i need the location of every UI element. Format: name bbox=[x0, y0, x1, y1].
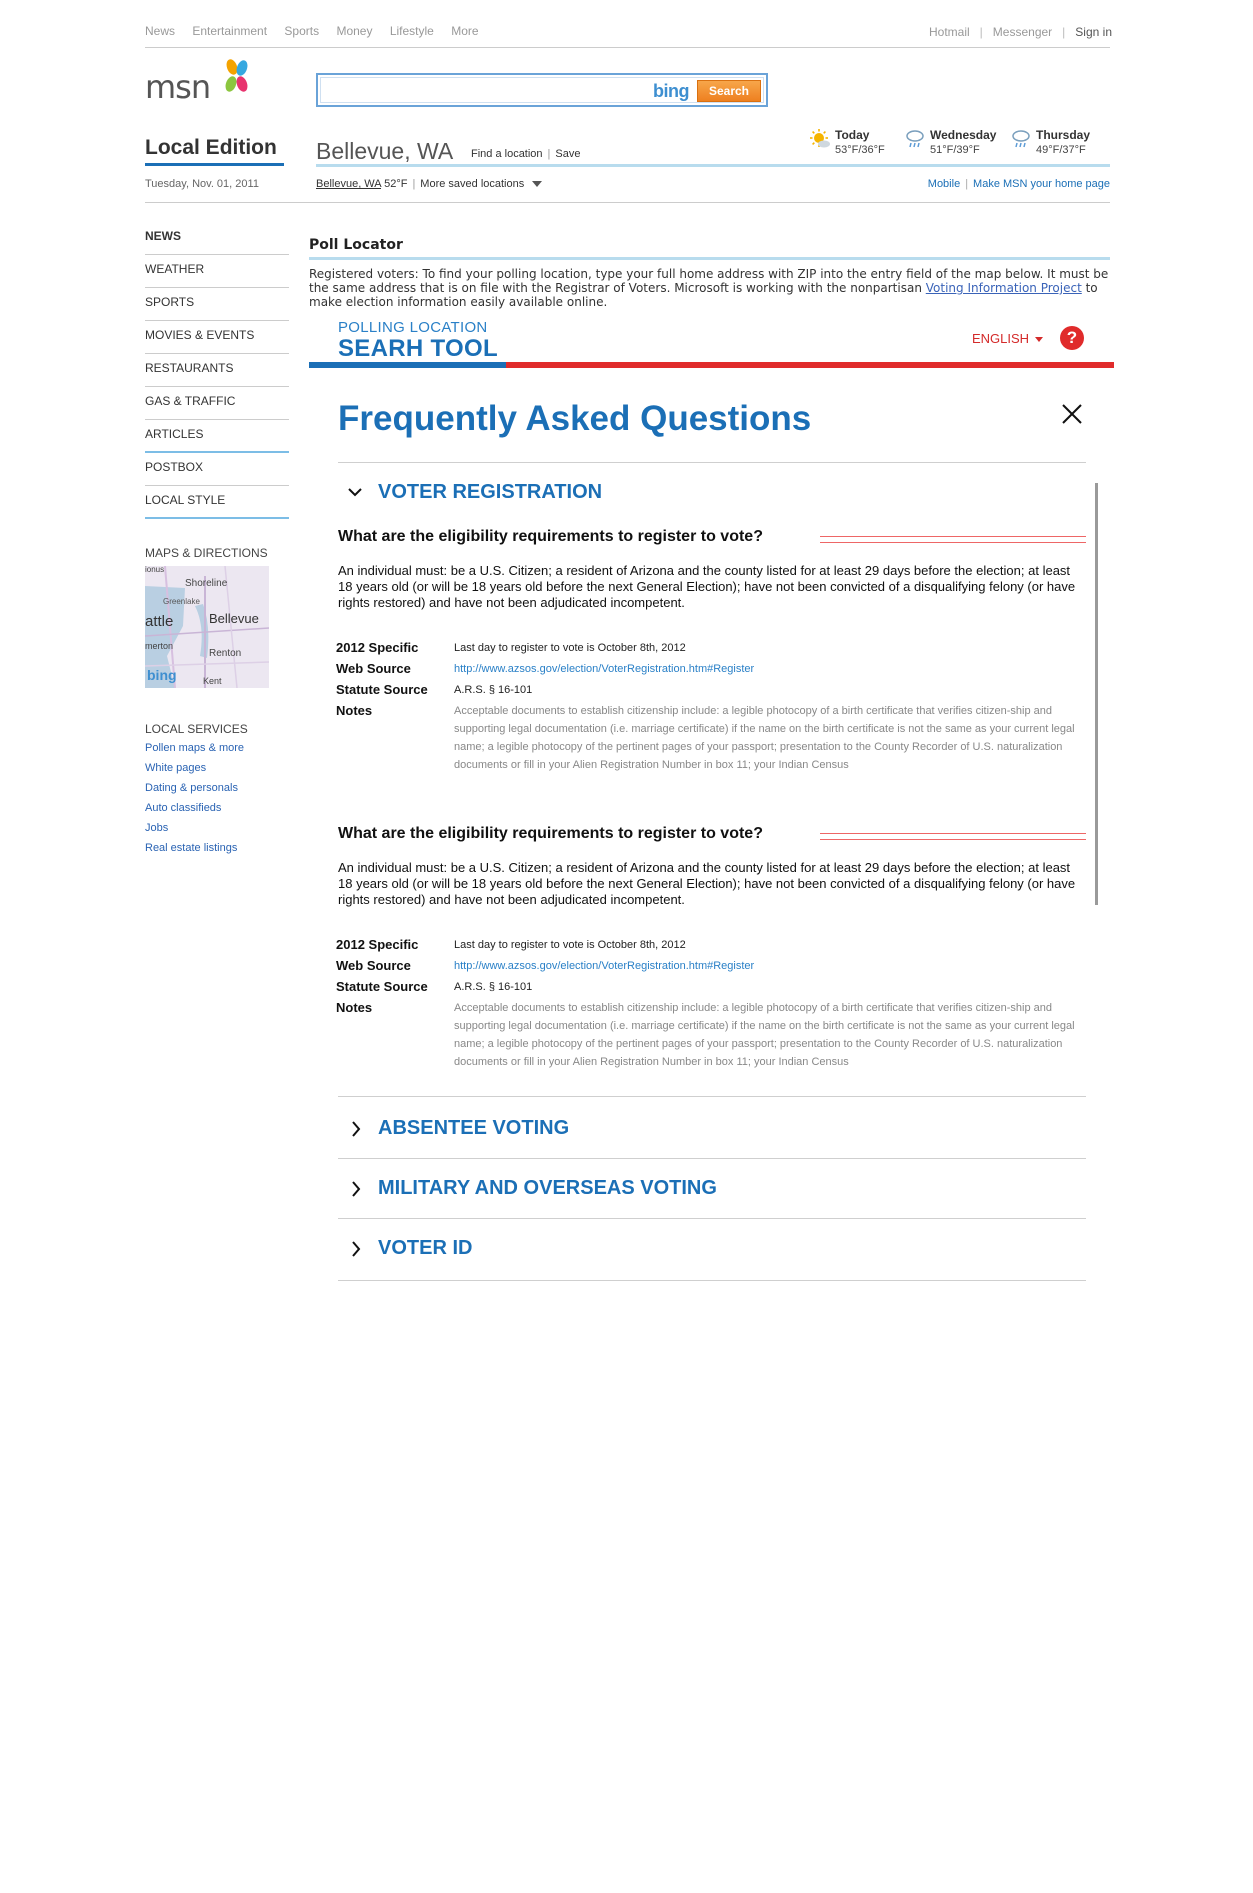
faq-answer: An individual must: be a U.S. Citizen; a resident of Arizona and the county listed for at least 29 days before the election; at least 18 years old (or will be 18 years old before the next General Election); have not been convicted of a disqualifying felony (or have rights restored) and have not been adjudicated incompetent. bbox=[338, 563, 1076, 610]
make-home-link[interactable]: Make MSN your home page bbox=[973, 178, 1110, 190]
value-2012-specific: Last day to register to vote is October 8th, 2012 bbox=[454, 642, 686, 654]
sidebar-nav bbox=[145, 222, 289, 519]
search-input[interactable] bbox=[320, 77, 764, 103]
faq-divider bbox=[338, 1096, 1086, 1097]
web-source-link[interactable]: http://www.azsos.gov/election/VoterRegistration.htm#Register bbox=[454, 663, 755, 675]
section-voter-registration[interactable] bbox=[344, 481, 602, 504]
section-label: MILITARY AND OVERSEAS VOTING bbox=[378, 1177, 717, 1200]
label-2012-specific: 2012 Specific bbox=[336, 640, 419, 655]
section-label: VOTER REGISTRATION bbox=[378, 481, 603, 504]
header-rule bbox=[316, 164, 1110, 167]
separator: | bbox=[965, 178, 969, 190]
value-statute-source: A.R.S. § 16-101 bbox=[454, 981, 533, 993]
search-bar bbox=[316, 73, 768, 107]
poll-rule bbox=[309, 257, 1110, 260]
mobile-link[interactable]: Mobile bbox=[927, 178, 961, 190]
msn-logo-text: msn bbox=[145, 68, 211, 106]
weather-wednesday[interactable] bbox=[930, 128, 996, 156]
section-absentee-voting[interactable] bbox=[344, 1117, 569, 1140]
sunny-icon bbox=[809, 128, 831, 150]
local-service-real-estate[interactable]: Real estate listings bbox=[145, 842, 238, 854]
poll-text-after: to make election information easily available online. bbox=[309, 281, 1098, 309]
current-date: Tuesday, Nov. 01, 2011 bbox=[145, 178, 259, 190]
save-location-link[interactable]: Save bbox=[555, 148, 581, 160]
top-nav-entertainment[interactable]: Entertainment bbox=[192, 24, 268, 38]
section-label: VOTER ID bbox=[378, 1237, 473, 1260]
poll-locator-title: Poll Locator bbox=[309, 237, 403, 253]
top-nav-more[interactable]: More bbox=[451, 24, 479, 38]
separator: | bbox=[412, 178, 416, 190]
value-2012-specific: Last day to register to vote is October 8th, 2012 bbox=[454, 939, 686, 951]
tool-bar-blue bbox=[309, 362, 506, 368]
voting-info-project-link[interactable]: Voting Information Project bbox=[925, 281, 1082, 295]
sidebar-item-local-style[interactable]: LOCAL STYLE bbox=[145, 486, 289, 519]
hotmail-link[interactable]: Hotmail bbox=[928, 25, 970, 39]
faq-question: What are the eligibility requirements to register to vote? bbox=[338, 528, 763, 545]
question-lines bbox=[820, 536, 1086, 543]
label-web-source: Web Source bbox=[336, 661, 411, 676]
map-label-bellevue: Bellevue bbox=[209, 611, 259, 626]
chevron-right-icon bbox=[344, 1119, 370, 1139]
rain-icon bbox=[1010, 128, 1032, 150]
value-notes: Acceptable documents to establish citizenship include: a legible photocopy of a birth certificate that verifies citizen-ship and supporting legal documentation (i.e. marriage certificate) if the name on the birth certificate is not the same as your current legal name; a legible photocopy of the pertinent pages of your passport; presentation to the County Recorder of U.S. naturalization documents or fill in your Alien Registration Number in box 11; your Indian Census bbox=[454, 705, 1075, 771]
map-graphic bbox=[145, 566, 269, 688]
search-tool-title: SEARH TOOL bbox=[338, 335, 498, 362]
label-notes: Notes bbox=[336, 1000, 373, 1015]
utility-links bbox=[928, 178, 1110, 190]
msn-logo[interactable] bbox=[145, 56, 255, 108]
rain-icon bbox=[904, 128, 926, 150]
web-source-link[interactable]: http://www.azsos.gov/election/VoterRegistration.htm#Register bbox=[454, 960, 755, 972]
local-service-white-pages[interactable]: White pages bbox=[145, 762, 207, 774]
top-nav bbox=[145, 24, 493, 38]
language-select[interactable] bbox=[972, 331, 1043, 346]
map-bing-logo: bing bbox=[147, 667, 177, 683]
map-thumbnail[interactable] bbox=[145, 566, 269, 688]
local-service-jobs[interactable]: Jobs bbox=[145, 822, 169, 834]
poll-description bbox=[309, 267, 1109, 309]
separator: | bbox=[1062, 25, 1066, 39]
label-statute-source: Statute Source bbox=[336, 979, 428, 994]
map-label-seattle: attle bbox=[145, 613, 174, 630]
faq-title: Frequently Asked Questions bbox=[338, 399, 812, 438]
weather-temp: 49°F/37°F bbox=[1036, 144, 1086, 156]
header-divider bbox=[145, 202, 1110, 203]
sign-in-link[interactable]: Sign in bbox=[1075, 25, 1112, 39]
chevron-right-icon bbox=[344, 1239, 370, 1259]
poll-text-before: Registered voters: To find your polling location, type your full home address with ZIP into the entry field of the map below. It must be the same address that is on file with the Registrar of Voters. Microsoft is working with the nonpartisan bbox=[309, 267, 1109, 295]
map-label-shoreline: Shoreline bbox=[185, 578, 228, 589]
faq-divider bbox=[338, 462, 1086, 463]
section-voter-id[interactable] bbox=[344, 1237, 472, 1260]
local-service-auto[interactable]: Auto classifieds bbox=[145, 802, 222, 814]
weather-thursday[interactable] bbox=[1036, 128, 1090, 156]
label-statute-source: Statute Source bbox=[336, 682, 428, 697]
close-icon[interactable] bbox=[1060, 402, 1084, 426]
value-statute-source: A.R.S. § 16-101 bbox=[454, 684, 533, 696]
sidebar-item-movies-events[interactable]: MOVIES & EVENTS bbox=[145, 321, 289, 354]
map-label-merton: merton bbox=[145, 641, 174, 651]
bing-logo: bing bbox=[653, 81, 689, 101]
weather-day: Today bbox=[835, 128, 870, 142]
map-label-kent: Kent bbox=[203, 676, 222, 686]
separator: | bbox=[547, 148, 551, 160]
weather-day: Wednesday bbox=[930, 128, 997, 142]
top-nav-news[interactable]: News bbox=[145, 24, 176, 38]
faq-divider bbox=[338, 1218, 1086, 1219]
top-divider bbox=[145, 47, 1110, 48]
label-notes: Notes bbox=[336, 703, 373, 718]
search-button[interactable]: Search bbox=[697, 80, 761, 102]
value-notes: Acceptable documents to establish citizenship include: a legible photocopy of a birth certificate that verifies citizen-ship and supporting legal documentation (i.e. marriage certificate) if the name on the birth certificate is not the same as your current legal name; a legible photocopy of the pertinent pages of your passport; presentation to the County Recorder of U.S. naturalization documents or fill in your Alien Registration Number in box 11; your Indian Census bbox=[454, 1002, 1075, 1068]
local-service-pollen[interactable]: Pollen maps & more bbox=[145, 742, 245, 754]
sidebar-item-news[interactable]: NEWS bbox=[145, 222, 289, 255]
map-label: ionus bbox=[145, 566, 165, 574]
weather-temp: 53°F/36°F bbox=[835, 144, 885, 156]
local-edition-title: Local Edition bbox=[145, 136, 277, 159]
faq-divider bbox=[338, 1158, 1086, 1159]
maps-directions-title: MAPS & DIRECTIONS bbox=[145, 546, 268, 560]
saved-city-link[interactable]: Bellevue, WA bbox=[316, 178, 382, 190]
sidebar-item-restaurants[interactable]: RESTAURANTS bbox=[145, 354, 289, 387]
label-web-source: Web Source bbox=[336, 958, 411, 973]
chevron-right-icon bbox=[344, 1179, 370, 1199]
city-name: Bellevue, WA bbox=[316, 138, 454, 164]
sidebar-item-postbox[interactable]: POSTBOX bbox=[145, 453, 289, 486]
label-2012-specific: 2012 Specific bbox=[336, 937, 419, 952]
faq-answer: An individual must: be a U.S. Citizen; a resident of Arizona and the county listed for at least 29 days before the election; at least 18 years old (or will be 18 years old before the next General Election); have not been convicted of a disqualifying felony (or have rights restored) and have not been adjudicated incompetent. bbox=[338, 860, 1076, 907]
location-actions bbox=[471, 148, 580, 160]
faq-question: What are the eligibility requirements to register to vote? bbox=[338, 825, 763, 842]
scrollbar[interactable] bbox=[1095, 483, 1098, 905]
faq-divider bbox=[338, 1280, 1086, 1281]
butterfly-icon bbox=[223, 58, 251, 96]
top-nav-lifestyle[interactable]: Lifestyle bbox=[389, 24, 434, 38]
dropdown-arrow-icon[interactable] bbox=[532, 181, 542, 187]
tool-bar-red bbox=[506, 362, 1114, 368]
section-military-overseas-voting[interactable] bbox=[344, 1177, 717, 1200]
saved-city-temp: 52°F bbox=[384, 178, 408, 190]
weather-today[interactable] bbox=[835, 128, 885, 156]
section-label: ABSENTEE VOTING bbox=[378, 1117, 570, 1140]
weather-day: Thursday bbox=[1036, 128, 1091, 142]
top-nav-money[interactable]: Money bbox=[336, 24, 373, 38]
top-right-links bbox=[929, 25, 1112, 39]
sidebar-item-articles[interactable]: ARTICLES bbox=[145, 420, 289, 453]
find-location-link[interactable]: Find a location bbox=[471, 148, 543, 160]
map-label-renton: Renton bbox=[209, 648, 242, 659]
sidebar-item-gas-traffic[interactable]: GAS & TRAFFIC bbox=[145, 387, 289, 420]
sidebar-item-weather[interactable]: WEATHER bbox=[145, 255, 289, 288]
question-lines bbox=[820, 833, 1086, 840]
messenger-link[interactable]: Messenger bbox=[992, 25, 1053, 39]
chevron-down-icon bbox=[344, 483, 370, 503]
sidebar-item-sports[interactable]: SPORTS bbox=[145, 288, 289, 321]
local-service-dating[interactable]: Dating & personals bbox=[145, 782, 238, 794]
more-saved-locations[interactable]: More saved locations bbox=[420, 178, 525, 190]
header-rule bbox=[145, 163, 284, 166]
weather-temp: 51°F/39°F bbox=[930, 144, 980, 156]
help-icon[interactable]: ? bbox=[1060, 326, 1084, 350]
caret-down-icon bbox=[1035, 337, 1043, 342]
local-services-list bbox=[145, 738, 244, 858]
local-services-title: LOCAL SERVICES bbox=[145, 722, 248, 736]
separator: | bbox=[979, 25, 983, 39]
map-label-greenlake: Greenlake bbox=[163, 597, 200, 606]
top-nav-sports[interactable]: Sports bbox=[284, 24, 320, 38]
language-label: ENGLISH bbox=[972, 331, 1030, 346]
polling-location-subtitle: POLLING LOCATION bbox=[338, 319, 488, 336]
saved-locations-bar bbox=[316, 178, 542, 190]
